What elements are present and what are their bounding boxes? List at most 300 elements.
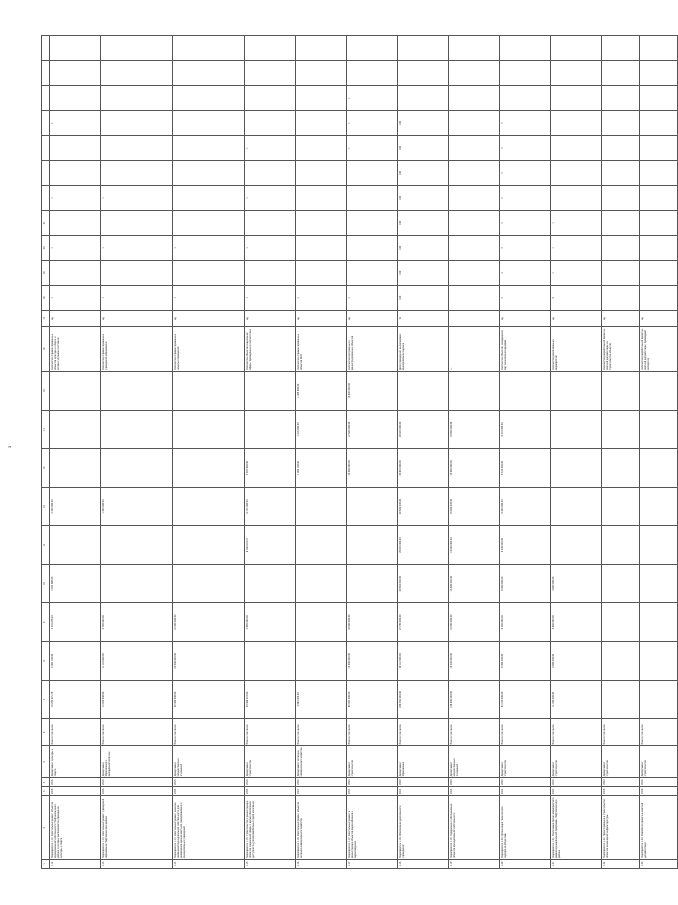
cell-d bbox=[602, 564, 640, 603]
cell-e: 29 840 000,00 bbox=[398, 526, 449, 565]
table-row bbox=[551, 36, 602, 869]
cell-text: Мероприятие 1.14. Капитальный ремонт нежилых помещений муниципальной собственности для размещения органов местного самоуправления и муниципальных учреждений bbox=[173, 796, 245, 860]
cell-d bbox=[296, 564, 347, 603]
cell-y1: 2014 bbox=[398, 787, 449, 796]
cell-p8: 1 bbox=[50, 111, 101, 136]
cell-y1: 2016 bbox=[101, 787, 173, 796]
cell-p3: 1 bbox=[551, 235, 602, 260]
cell-p2 bbox=[449, 260, 500, 285]
cell-text: Мероприятие 1.17. Капитальный ремонт и реконструкция объектов водоснабжения и водоотведения bbox=[347, 796, 398, 860]
cell-p3: 1 bbox=[173, 235, 245, 260]
cell-d: 15 600 000,00 bbox=[449, 564, 500, 603]
column-header: 6 bbox=[42, 719, 50, 746]
cell-b: 29 112 500,00 bbox=[398, 642, 449, 681]
cell-f: 15 600 000,00 bbox=[449, 487, 500, 526]
cell-res: Количество разработанной проектно-сметной документации на строительство объектов bbox=[602, 326, 640, 371]
column-header: 7 bbox=[42, 680, 50, 719]
cell-p4 bbox=[449, 210, 500, 235]
cell-p5: 100 bbox=[398, 185, 449, 210]
column-header: 18 bbox=[42, 285, 50, 310]
cell-y1: 2016 bbox=[602, 787, 640, 796]
cell-e: 8 182 615,47 bbox=[245, 526, 296, 565]
cell-p8: 100 bbox=[398, 111, 449, 136]
cell-p2 bbox=[101, 260, 173, 285]
cell-i bbox=[173, 372, 245, 411]
cell-g bbox=[50, 449, 101, 488]
cell-p9 bbox=[449, 86, 500, 111]
column-header-blank bbox=[42, 61, 50, 86]
cell-p4 bbox=[173, 210, 245, 235]
cell-res: Количество отремонтированных объектов культуры и спорта, в которых улучшено состояние bbox=[50, 326, 101, 371]
cell-p5: 4 bbox=[500, 185, 551, 210]
cell-c: 9 200 000,00 bbox=[500, 603, 551, 642]
cell-i bbox=[449, 372, 500, 411]
cell-p6 bbox=[50, 161, 101, 186]
cell-p5: 1 bbox=[245, 185, 296, 210]
cell-p3: 4 bbox=[500, 235, 551, 260]
column-header: 5 bbox=[42, 746, 50, 778]
cell-a: 11 400 000,00 bbox=[551, 680, 602, 719]
cell-a: 32 000 000,00 bbox=[173, 680, 245, 719]
cell-unit: ед. bbox=[500, 310, 551, 326]
cell-p7 bbox=[551, 136, 602, 161]
cell-p5 bbox=[296, 185, 347, 210]
cell-g: 29 840 000,00 bbox=[398, 449, 449, 488]
column-header: 9 bbox=[42, 603, 50, 642]
cell-g: 9 310 000,00 bbox=[500, 449, 551, 488]
cell-p11 bbox=[173, 36, 245, 61]
cell-c: 15 500 000,00 bbox=[449, 603, 500, 642]
cell-p4 bbox=[101, 210, 173, 235]
cell-p8 bbox=[602, 111, 640, 136]
column-header: 4 bbox=[42, 778, 50, 787]
cell-i bbox=[101, 372, 173, 411]
cell-p5 bbox=[640, 185, 678, 210]
table-row bbox=[602, 36, 640, 869]
cell-no: 1.18 bbox=[398, 859, 449, 868]
cell-y2: 2016 bbox=[245, 778, 296, 787]
cell-p1: 1 bbox=[296, 285, 347, 310]
cell-exec: Департамент имущественных отношений bbox=[173, 746, 245, 778]
cell-src: Всего в том числе bbox=[296, 719, 347, 746]
cell-p1: 1 bbox=[347, 285, 398, 310]
cell-p3: 1 bbox=[245, 235, 296, 260]
cell-i bbox=[398, 372, 449, 411]
cell-p7 bbox=[602, 136, 640, 161]
cell-g: 15 500 000,00 bbox=[347, 449, 398, 488]
cell-p11 bbox=[500, 36, 551, 61]
cell-g bbox=[551, 449, 602, 488]
cell-p10 bbox=[173, 61, 245, 86]
cell-i bbox=[245, 372, 296, 411]
cell-p8 bbox=[173, 111, 245, 136]
cell-y2: 2016 bbox=[640, 778, 678, 787]
cell-p8: 1 bbox=[347, 111, 398, 136]
cell-p2 bbox=[602, 260, 640, 285]
cell-f: 1 350 000,00 bbox=[101, 487, 173, 526]
cell-unit: ед. bbox=[173, 310, 245, 326]
cell-y2: 2015 bbox=[173, 778, 245, 787]
cell-p8: 4 bbox=[500, 111, 551, 136]
cell-p3: 1 bbox=[50, 235, 101, 260]
cell-p1 bbox=[602, 285, 640, 310]
column-header: 8 bbox=[42, 642, 50, 681]
cell-c: 7 316 675,20 bbox=[50, 603, 101, 642]
cell-exec: Департамент строительства bbox=[602, 746, 640, 778]
cell-y1: 2014 bbox=[347, 787, 398, 796]
cell-src: Всего в том числе bbox=[500, 719, 551, 746]
cell-p4 bbox=[347, 210, 398, 235]
column-header: 10 bbox=[42, 564, 50, 603]
cell-p1: 1 bbox=[50, 285, 101, 310]
cell-d: 3 800 000,00 bbox=[551, 564, 602, 603]
cell-exec: Департамент жилищно-коммунального хозяйства bbox=[296, 746, 347, 778]
cell-p8 bbox=[640, 111, 678, 136]
cell-p1: 1 bbox=[245, 285, 296, 310]
cell-res: Количество объектов социальной сферы, приведённых в соответствие bbox=[245, 326, 296, 371]
table-row bbox=[500, 36, 551, 869]
cell-f: 2 400 000,00 bbox=[50, 487, 101, 526]
column-header: 14 bbox=[42, 410, 50, 449]
cell-p1 bbox=[449, 285, 500, 310]
cell-src: Всего в том числе bbox=[551, 719, 602, 746]
column-header: 13 bbox=[42, 449, 50, 488]
cell-p7: 1 bbox=[245, 136, 296, 161]
cell-unit: ед. bbox=[50, 310, 101, 326]
cell-res: Количество отремонтированных объектов ЖКХ bbox=[296, 326, 347, 371]
cell-p9 bbox=[50, 86, 101, 111]
cell-h bbox=[50, 410, 101, 449]
cell-y2: 2020 bbox=[500, 778, 551, 787]
cell-b bbox=[640, 642, 678, 681]
cell-a bbox=[602, 680, 640, 719]
cell-p11 bbox=[245, 36, 296, 61]
cell-g bbox=[173, 449, 245, 488]
cell-res: Доля учреждений, выполнивших муниципальное задание bbox=[398, 326, 449, 371]
cell-p6 bbox=[602, 161, 640, 186]
column-header: 1 bbox=[42, 859, 50, 868]
cell-g: 2 497 600,00 bbox=[245, 449, 296, 488]
cell-b: 15 200 000,00 bbox=[449, 642, 500, 681]
cell-y2: 2016 bbox=[551, 778, 602, 787]
cell-p1: 1 bbox=[101, 285, 173, 310]
cell-y2: 2020 bbox=[296, 778, 347, 787]
cell-p4 bbox=[296, 210, 347, 235]
cell-f: 9 300 000,00 bbox=[500, 487, 551, 526]
cell-h: 29 840 000,00 bbox=[398, 410, 449, 449]
cell-res: Количество отремонтированных учреждений образования bbox=[101, 326, 173, 371]
cell-p9 bbox=[551, 86, 602, 111]
cell-p9 bbox=[500, 86, 551, 111]
cell-p5: 1 bbox=[101, 185, 173, 210]
cell-i bbox=[500, 372, 551, 411]
cell-p10 bbox=[551, 61, 602, 86]
cell-p3 bbox=[602, 235, 640, 260]
cell-c bbox=[602, 603, 640, 642]
cell-y1: 2014 bbox=[551, 787, 602, 796]
cell-g: 1 095 100,00 bbox=[296, 449, 347, 488]
cell-p6 bbox=[449, 161, 500, 186]
cell-unit: ед. bbox=[296, 310, 347, 326]
cell-e bbox=[602, 526, 640, 565]
cell-a bbox=[640, 680, 678, 719]
cell-y1: 2014 bbox=[500, 787, 551, 796]
cell-g bbox=[640, 449, 678, 488]
cell-y2: 2016 bbox=[50, 778, 101, 787]
cell-text: Мероприятие 1.15. Строительство и реконструкция объектов социальной сферы с целью обеспечения доступности для маломобильных групп населения bbox=[245, 796, 296, 860]
rotated-page bbox=[41, 35, 650, 869]
cell-d bbox=[101, 564, 173, 603]
cell-p7: 1 bbox=[347, 136, 398, 161]
column-header: 12 bbox=[42, 487, 50, 526]
cell-e bbox=[640, 526, 678, 565]
cell-src: Всего в том числе bbox=[173, 719, 245, 746]
cell-p4 bbox=[602, 210, 640, 235]
cell-e bbox=[551, 526, 602, 565]
cell-p3 bbox=[296, 235, 347, 260]
cell-p4: 4 bbox=[500, 210, 551, 235]
cell-p1: 100 bbox=[398, 285, 449, 310]
cell-c: 18 500 000,00 bbox=[347, 603, 398, 642]
cell-y1: 2014 bbox=[449, 787, 500, 796]
cell-p3 bbox=[449, 235, 500, 260]
cell-d: 4 874 896,55 bbox=[50, 564, 101, 603]
cell-text: Мероприятие 1.22. Проектирование и строительство объектов инженерной инфраструктуры bbox=[602, 796, 640, 860]
cell-p9 bbox=[640, 86, 678, 111]
cell-p8 bbox=[551, 111, 602, 136]
column-header-blank bbox=[42, 136, 50, 161]
cell-p2 bbox=[640, 260, 678, 285]
cell-res: Количество разработанной проектно-сметной документации, прошедшей экспертизу bbox=[640, 326, 678, 371]
table-row bbox=[101, 36, 173, 869]
cell-b: 9 000 000,00 bbox=[500, 642, 551, 681]
cell-p2 bbox=[347, 260, 398, 285]
cell-c: 27 750 000,00 bbox=[398, 603, 449, 642]
cell-no: 1.15 bbox=[245, 859, 296, 868]
column-header: 17 bbox=[42, 310, 50, 326]
cell-exec: Департамент строительства bbox=[245, 746, 296, 778]
cell-src: Всего в том числе bbox=[50, 719, 101, 746]
cell-unit: ед. bbox=[551, 310, 602, 326]
cell-e bbox=[173, 526, 245, 565]
cell-h: 9 310 000,00 bbox=[500, 410, 551, 449]
cell-p4 bbox=[245, 210, 296, 235]
column-header-blank bbox=[42, 185, 50, 210]
cell-a: 15 253 071,75 bbox=[50, 680, 101, 719]
cell-c: 4 855 000,00 bbox=[245, 603, 296, 642]
cell-h: 17 600 000,00 bbox=[347, 410, 398, 449]
cell-a: 64 720 000,00 bbox=[500, 680, 551, 719]
cell-text: Мероприятие 1.20. Организация технического надзора за объектами bbox=[500, 796, 551, 860]
cell-p9 bbox=[173, 86, 245, 111]
cell-src: Всего в том числе bbox=[602, 719, 640, 746]
cell-exec: Департамент строительства bbox=[551, 746, 602, 778]
cell-y1: 2017 bbox=[296, 787, 347, 796]
cell-p2 bbox=[173, 260, 245, 285]
cell-p2: 100 bbox=[398, 260, 449, 285]
cell-src: Всего в том числе bbox=[640, 719, 678, 746]
cell-p3: 100 bbox=[398, 235, 449, 260]
cell-p11 bbox=[551, 36, 602, 61]
cell-no: 1.14 bbox=[173, 859, 245, 868]
cell-text: Мероприятие 1.19. Содержание и обслуживание объектов муниципальной собственности bbox=[449, 796, 500, 860]
cell-p6 bbox=[551, 161, 602, 186]
cell-h bbox=[173, 410, 245, 449]
cell-p9: 1 bbox=[347, 86, 398, 111]
column-header-blank bbox=[42, 86, 50, 111]
cell-p5: 1 bbox=[50, 185, 101, 210]
cell-p11 bbox=[347, 36, 398, 61]
column-header: 3 bbox=[42, 787, 50, 796]
cell-p7: 100 bbox=[398, 136, 449, 161]
cell-p9 bbox=[101, 86, 173, 111]
cell-p11 bbox=[296, 36, 347, 61]
cell-p11 bbox=[640, 36, 678, 61]
cell-f: 29 840 000,00 bbox=[398, 487, 449, 526]
cell-p8 bbox=[245, 111, 296, 136]
cell-text: Мероприятие 1.16. Капитальный ремонт объектов жилищно-коммунального хозяйства bbox=[296, 796, 347, 860]
table-row bbox=[449, 36, 500, 869]
cell-b bbox=[296, 642, 347, 681]
cell-res: Количество реализованных мероприятий bbox=[551, 326, 602, 371]
cell-f bbox=[602, 487, 640, 526]
cell-e bbox=[347, 526, 398, 565]
cell-p7 bbox=[296, 136, 347, 161]
cell-c: 3 800 000,00 bbox=[551, 603, 602, 642]
cell-no: 1.12 bbox=[50, 859, 101, 868]
cell-y1: 2014 bbox=[245, 787, 296, 796]
cell-p8 bbox=[101, 111, 173, 136]
cell-src: Всего в том числе bbox=[449, 719, 500, 746]
cell-src: Всего в том числе bbox=[347, 719, 398, 746]
cell-a: 14 940 000,00 bbox=[101, 680, 173, 719]
cell-e bbox=[296, 526, 347, 565]
cell-exec: Департамент строительства bbox=[640, 746, 678, 778]
cell-text: Мероприятие 1.13. Капитальный ремонт учреждений образования Нефтеюганского района bbox=[101, 796, 173, 860]
cell-a: 108 800 000,00 bbox=[449, 680, 500, 719]
cell-h bbox=[245, 410, 296, 449]
cell-p6 bbox=[245, 161, 296, 186]
cell-res: — bbox=[449, 326, 500, 371]
cell-p2: 4 bbox=[500, 260, 551, 285]
table-row bbox=[347, 36, 398, 869]
cell-d: 29 840 000,00 bbox=[398, 564, 449, 603]
cell-p7 bbox=[50, 136, 101, 161]
cell-y1: 2014 bbox=[173, 787, 245, 796]
cell-p1 bbox=[640, 285, 678, 310]
cell-text: Мероприятие 1.18. Обеспечение деятельности учреждений bbox=[398, 796, 449, 860]
header-row bbox=[42, 36, 50, 869]
cell-y2: 2020 bbox=[398, 778, 449, 787]
table-row bbox=[640, 36, 678, 869]
column-header: 19 bbox=[42, 260, 50, 285]
table-row bbox=[296, 36, 347, 869]
cell-b: 2 362 100,00 bbox=[50, 642, 101, 681]
cell-res: Количество построенных и реконструированных объектов bbox=[347, 326, 398, 371]
table-row bbox=[50, 36, 101, 869]
cell-p10 bbox=[602, 61, 640, 86]
cell-p1: 1 bbox=[173, 285, 245, 310]
cell-p3: 1 bbox=[101, 235, 173, 260]
cell-i: 15 904 000,00 bbox=[347, 372, 398, 411]
cell-e bbox=[50, 526, 101, 565]
cell-h bbox=[101, 410, 173, 449]
cell-p10 bbox=[347, 61, 398, 86]
cell-p9 bbox=[398, 86, 449, 111]
cell-f bbox=[640, 487, 678, 526]
cell-c bbox=[296, 603, 347, 642]
cell-f bbox=[551, 487, 602, 526]
column-header: 15 bbox=[42, 372, 50, 411]
column-header: 11 bbox=[42, 526, 50, 565]
cell-p3 bbox=[640, 235, 678, 260]
cell-p6: 4 bbox=[500, 161, 551, 186]
cell-b: 15 000 000,00 bbox=[347, 642, 398, 681]
cell-c: 3 700 000,00 bbox=[101, 603, 173, 642]
cell-b bbox=[245, 642, 296, 681]
cell-p5 bbox=[347, 185, 398, 210]
cell-p6 bbox=[101, 161, 173, 186]
cell-a: 209 452 000,00 bbox=[398, 680, 449, 719]
cell-p10 bbox=[296, 61, 347, 86]
table-row bbox=[173, 36, 245, 869]
cell-no: 1.22 bbox=[602, 859, 640, 868]
cell-unit: ед. bbox=[347, 310, 398, 326]
cell-p9 bbox=[245, 86, 296, 111]
cell-p7 bbox=[173, 136, 245, 161]
cell-f bbox=[347, 487, 398, 526]
cell-g bbox=[602, 449, 640, 488]
cell-p5 bbox=[602, 185, 640, 210]
cell-p11 bbox=[449, 36, 500, 61]
cell-no: 1.17 bbox=[347, 859, 398, 868]
cell-no: 1.13 bbox=[101, 859, 173, 868]
cell-y2: 2016 bbox=[101, 778, 173, 787]
cell-p3 bbox=[347, 235, 398, 260]
cell-h: 15 650 000,00 bbox=[449, 410, 500, 449]
cell-unit: ед. bbox=[640, 310, 678, 326]
cell-y2: 2020 bbox=[347, 778, 398, 787]
cell-p8 bbox=[296, 111, 347, 136]
cell-no: 1.21 bbox=[551, 859, 602, 868]
cell-d bbox=[173, 564, 245, 603]
cell-exec: Департамент образования и молодёжной политики bbox=[101, 746, 173, 778]
cell-p5 bbox=[449, 185, 500, 210]
column-header-blank bbox=[42, 161, 50, 186]
column-header-blank bbox=[42, 36, 50, 61]
cell-p9 bbox=[602, 86, 640, 111]
cell-y1: 2016 bbox=[50, 787, 101, 796]
cell-p9 bbox=[296, 86, 347, 111]
cell-res: Количество отремонтированных нежилых помещений bbox=[173, 326, 245, 371]
cell-no: 1.16 bbox=[296, 859, 347, 868]
cell-d bbox=[640, 564, 678, 603]
cell-p2: 1 bbox=[551, 260, 602, 285]
cell-i: 1 335 600,00 bbox=[296, 372, 347, 411]
cell-res: Количество объектов, находящихся под техническим надзором bbox=[500, 326, 551, 371]
cell-p6 bbox=[640, 161, 678, 186]
cell-p7 bbox=[449, 136, 500, 161]
cell-d bbox=[347, 564, 398, 603]
cell-no: 1.23 bbox=[640, 859, 678, 868]
program-activities-table bbox=[41, 35, 678, 869]
cell-p11 bbox=[602, 36, 640, 61]
cell-exec: Департамент образования bbox=[398, 746, 449, 778]
cell-e: 15 600 000,00 bbox=[449, 526, 500, 565]
cell-h: 1 215 900,00 bbox=[296, 410, 347, 449]
cell-e: 9 300 000,00 bbox=[500, 526, 551, 565]
cell-p7 bbox=[640, 136, 678, 161]
